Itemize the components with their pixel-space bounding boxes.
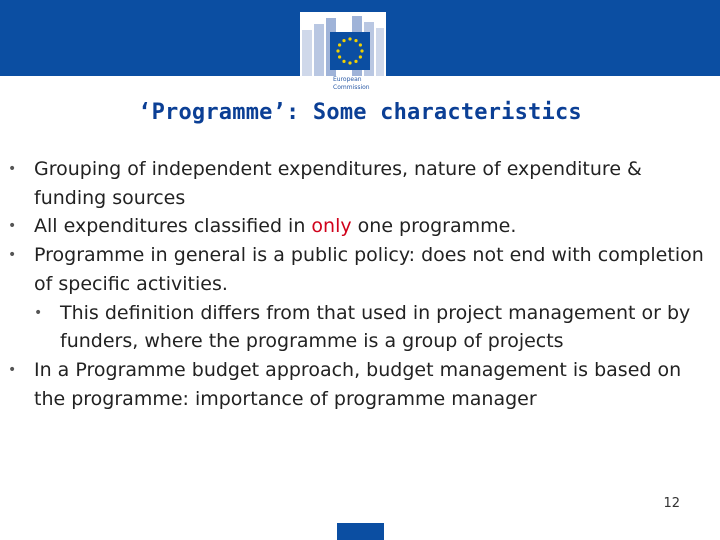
- eu-star-icon: [348, 61, 351, 64]
- logo-text-european: European: [333, 76, 362, 83]
- logo-text-commission: Commission: [333, 84, 370, 91]
- eu-star-icon: [338, 55, 341, 58]
- slide-title: ‘Programme’: Some characteristics: [138, 100, 582, 125]
- eu-star-icon: [336, 49, 339, 52]
- bullet-glyph: •: [8, 161, 17, 177]
- bullet-glyph: •: [34, 304, 43, 321]
- sub-bullet-item-1: [34, 299, 714, 356]
- bullet-list: [8, 155, 714, 413]
- eu-star-icon: [348, 37, 351, 40]
- eu-star-icon: [359, 43, 362, 46]
- bullet-text: Programme in general is a public policy: does not end with completion of specific activities.: [34, 244, 704, 295]
- eu-star-icon: [338, 43, 341, 46]
- eu-star-icon: [359, 55, 362, 58]
- footer-bar: [337, 523, 384, 540]
- bullet-item-1: [8, 155, 714, 212]
- eu-star-icon: [342, 39, 345, 42]
- bullet-text-pre: All expenditures classified in: [34, 215, 312, 238]
- bullet-glyph: •: [8, 361, 17, 378]
- eu-star-icon: [354, 60, 357, 63]
- bullet-highlight-only: only: [311, 215, 352, 238]
- bullet-glyph: •: [8, 218, 17, 235]
- logo-text: [333, 76, 385, 92]
- bullet-text: In a Programme budget approach, budget management is based on the programme: importance of programme manager: [34, 358, 682, 410]
- bullet-text: This definition differs from that used in project management or by funders, where the programme is a group of projects: [60, 301, 691, 353]
- bullet-text: Grouping of independent expenditures, nature of expenditure & funding sources: [34, 158, 642, 209]
- bullet-glyph: •: [8, 247, 17, 264]
- eu-star-icon: [342, 60, 345, 63]
- bullet-text-post: one programme.: [351, 215, 517, 238]
- page-number: 12: [663, 496, 680, 511]
- eu-star-icon: [360, 49, 363, 52]
- bullet-item-2: [8, 212, 714, 241]
- eu-star-icon: [354, 39, 357, 42]
- bullet-item-3: [8, 241, 714, 298]
- bullet-item-4: [8, 356, 714, 413]
